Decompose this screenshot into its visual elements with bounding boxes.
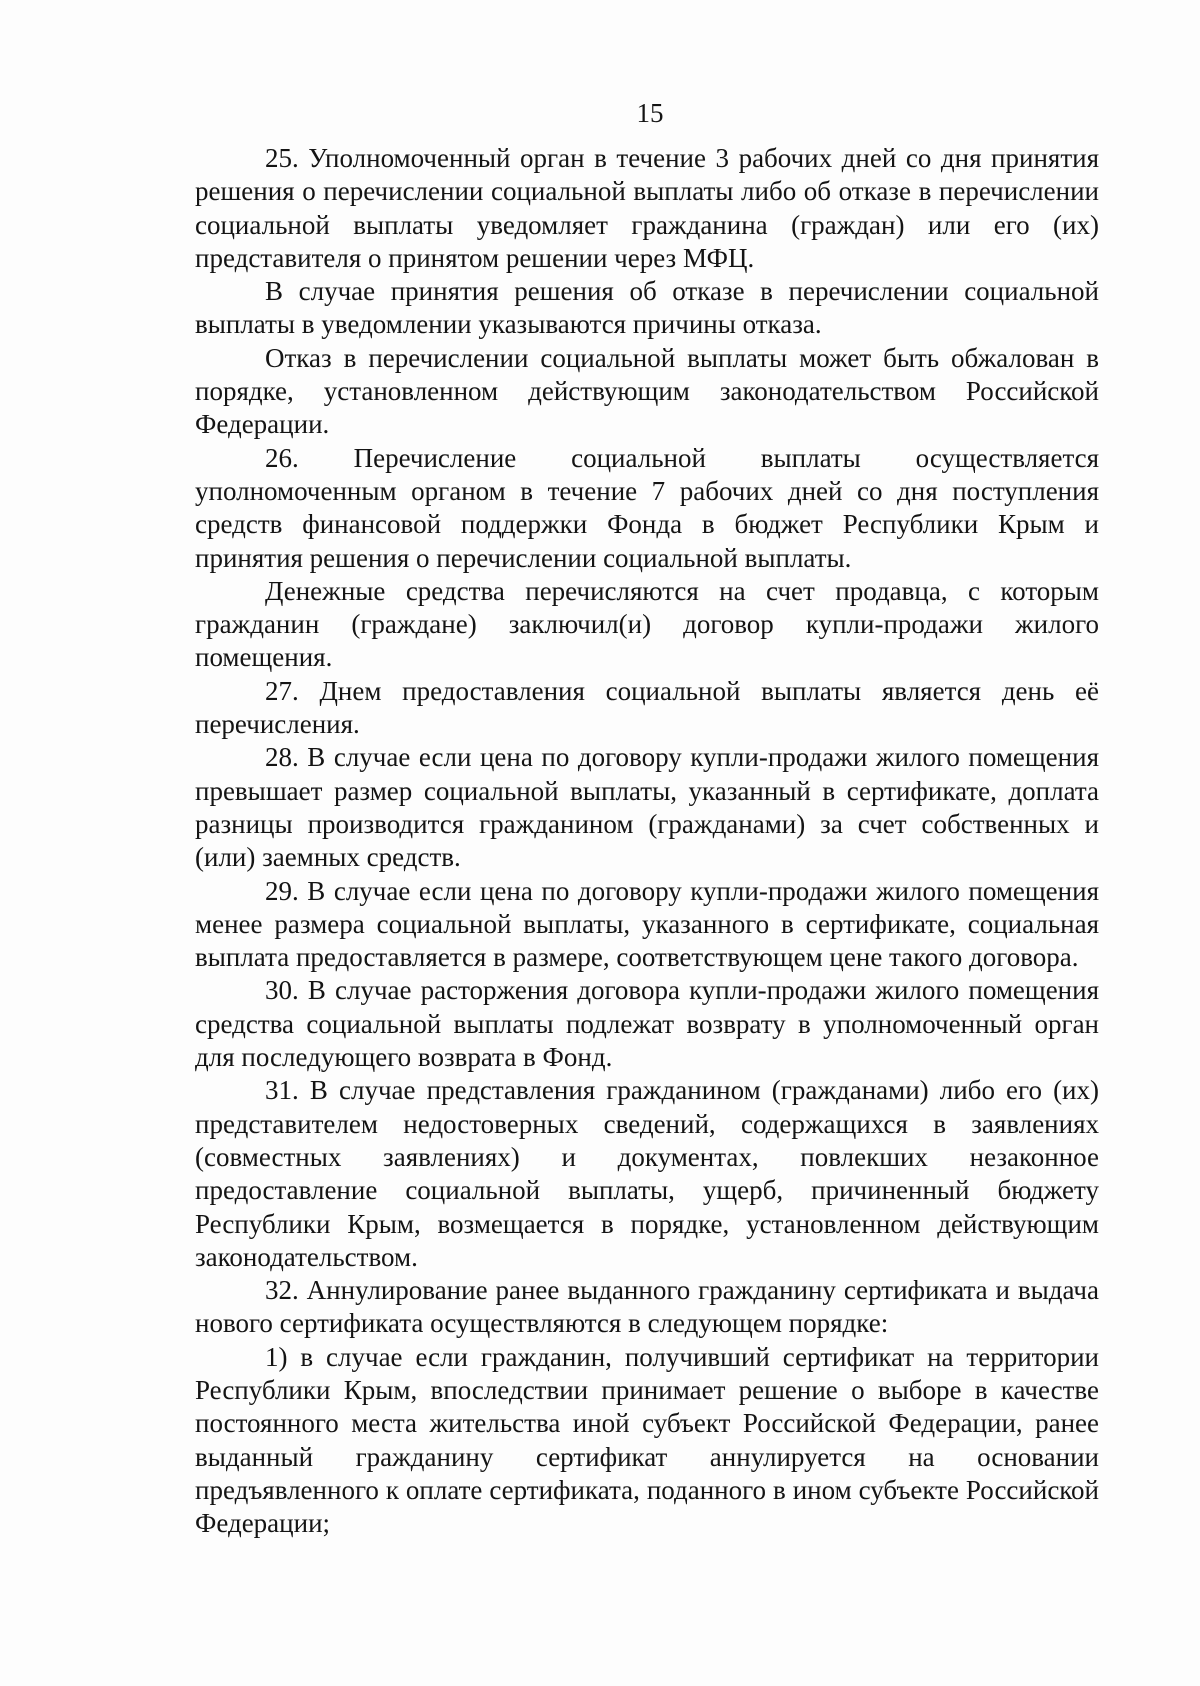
paragraph-25-appeal: Отказ в перечислении социальной выплаты может быть обжалован в порядке, установленном действующим законодательством Российской Федерации. <box>195 342 1099 440</box>
paragraph-29: 29. В случае если цена по договору купли-продажи жилого помещения менее размера социальной выплаты, указанного в сертификате, социальная выплата предоставляется в размере, соответствующем цене такого договора. <box>195 875 1099 973</box>
paragraph-25-refusal-notice: В случае принятия решения об отказе в перечислении социальной выплаты в уведомлении указываются причины отказа. <box>195 276 1099 340</box>
paragraph-25: 25. Уполномоченный орган в течение 3 рабочих дней со дня принятия решения о перечислении социальной выплаты либо об отказе в перечислении социальной выплаты уведомляет гражданина (граждан) или его (их) представителя о принятом решении через МФЦ. <box>195 143 1099 273</box>
page-number: 15 <box>636 98 664 128</box>
paragraph-26: 26. Перечисление социальной выплаты осуществляется уполномоченным органом в течение 7 рабочих дней со дня поступления средств финансовой поддержки Фонда в бюджет Республики Крым и принятия решения о перечислении социальной выплаты. <box>195 442 1099 573</box>
document-body <box>195 142 1099 1540</box>
paragraph-30: 30. В случае расторжения договора купли-продажи жилого помещения средства социальной выплаты подлежат возврату в уполномоченный орган для последующего возврата в Фонд. <box>195 975 1099 1073</box>
paragraph-27: 27. Днем предоставления социальной выплаты является день её перечисления. <box>195 675 1099 740</box>
paragraph-26-seller-account: Денежные средства перечисляются на счет продавца, с которым гражданин (граждане) заключил(и) договор купли-продажи жилого помещения. <box>195 575 1099 673</box>
paragraph-31: 31. В случае представления гражданином (гражданами) либо его (их) представителем недостоверных сведений, содержащихся в заявлениях (совместных заявлениях) и документах, повлекших незаконное предоставление социальной выплаты, ущерб, причиненный бюджету Республики Крым, возмещается в порядке, установленном действующим законодательством. <box>195 1075 1099 1272</box>
paragraph-32-item-1: 1) в случае если гражданин, получивший сертификат на территории Республики Крым, впоследствии принимает решение о выборе в качестве постоянного места жительства иной субъект Российской Федерации, ранее выданный гражданину сертификат аннулируется на основании предъявленного к оплате сертификата, поданного в ином субъекте Российской Федерации; <box>195 1341 1099 1539</box>
paragraph-28: 28. В случае если цена по договору купли-продажи жилого помещения превышает размер социальной выплаты, указанный в сертификате, доплата разницы производится гражданином (гражданами) за счет собственных и (или) заемных средств. <box>195 742 1099 873</box>
paragraph-32: 32. Аннулирование ранее выданного гражданину сертификата и выдача нового сертификата осуществляются в следующем порядке: <box>195 1275 1099 1339</box>
